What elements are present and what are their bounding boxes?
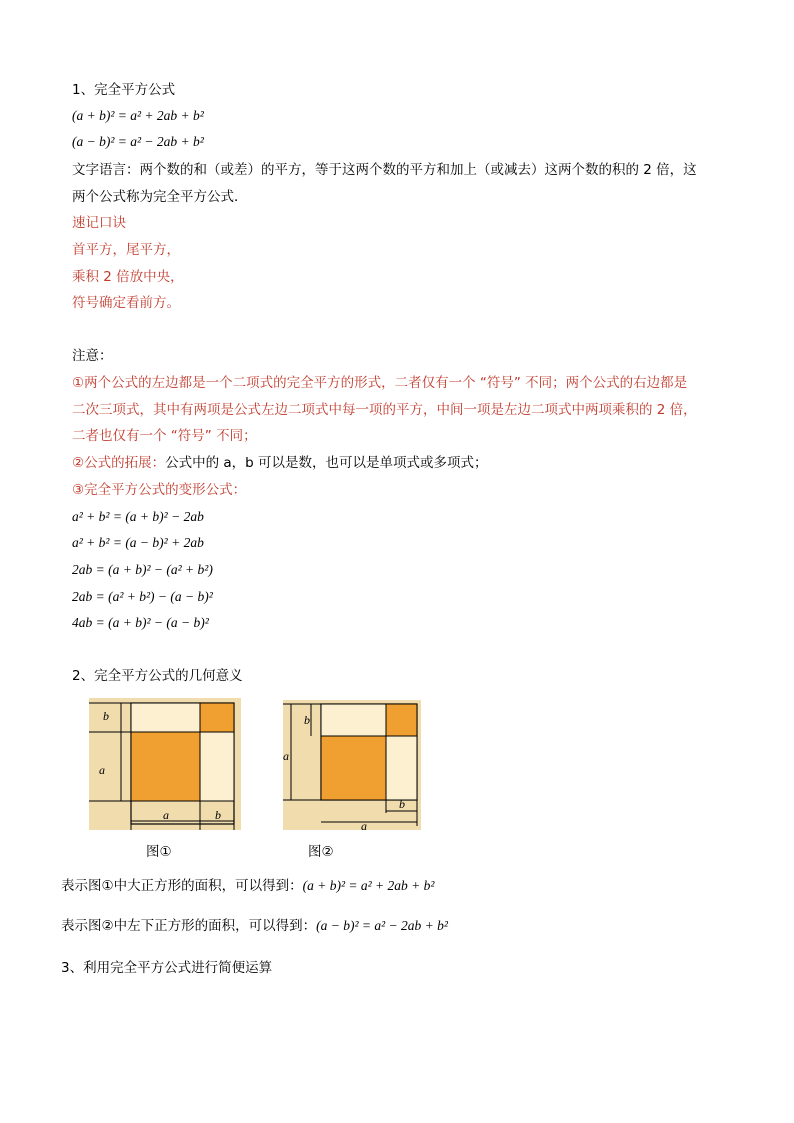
result-line-2: [61, 917, 448, 935]
mnemonic-line1: 首平方，尾平方，: [72, 242, 180, 258]
result1-text: 表示图①中大正方形的面积，可以得到：: [61, 878, 303, 894]
verbal-description-line2: 两个公式称为完全平方公式．: [72, 189, 248, 205]
fig2-right-rect: [386, 736, 417, 800]
section3-heading: 3、利用完全平方公式进行简便运算: [61, 960, 273, 976]
fig1-label-a-left: a: [99, 763, 105, 777]
fig2-label-a-left: a: [283, 749, 289, 763]
section2-heading: 2、完全平方公式的几何意义: [72, 668, 243, 684]
note1-line1: ①两个公式的左边都是一个二项式的完全平方的形式，二者仅有一个 “符号” 不同；两个公式的右边都是: [72, 375, 688, 391]
section1-heading: 1、完全平方公式: [72, 82, 176, 98]
fig2-label-b-bottom: b: [399, 797, 405, 811]
fig2-label-b-left: b: [304, 713, 310, 727]
note2-text: 公式中的 a，b 可以是数，也可以是单项式或多项式；: [165, 455, 488, 471]
fig1-small-square: [200, 703, 234, 732]
formula-sum-square: (a + b)² = a² + 2ab + b²: [72, 108, 204, 123]
fig1-label-b-bottom: b: [215, 808, 221, 822]
note1-line3: 二者也仅有一个 “符号” 不同；: [72, 428, 257, 444]
fig2-small-square: [386, 704, 417, 736]
figure-1-caption: 图①: [146, 844, 172, 860]
formula-diff-square: (a − b)² = a² − 2ab + b²: [72, 134, 204, 149]
result2-text: 表示图②中左下正方形的面积，可以得到：: [61, 918, 317, 934]
figure-2-caption: 图②: [308, 844, 334, 860]
note3: ③完全平方公式的变形公式：: [72, 482, 247, 498]
note2-label: ②公式的拓展：: [72, 455, 166, 471]
variant-formula-4: 2ab = (a² + b²) − (a − b)²: [72, 589, 213, 604]
fig1-top-rect: [131, 703, 200, 732]
result1-formula: (a + b)² = a² + 2ab + b²: [302, 878, 435, 893]
fig1-right-rect: [200, 732, 234, 801]
variant-formula-2: a² + b² = (a − b)² + 2ab: [72, 535, 204, 550]
result-line-1: [61, 877, 434, 895]
variant-formula-1: a² + b² = (a + b)² − 2ab: [72, 509, 204, 524]
verbal-description-line1: 文字语言：两个数的和（或差）的平方，等于这两个数的平方和加上（或减去）这两个数的积的 2 倍，这: [72, 162, 697, 178]
mnemonic-title: 速记口诀: [72, 215, 126, 231]
mnemonic-line3: 符号确定看前方。: [72, 295, 180, 311]
fig1-big-square: [131, 732, 200, 801]
figure-2-diagram: [283, 700, 421, 830]
fig2-lower-left-square: [321, 736, 386, 800]
note2: [72, 454, 488, 472]
note1-line2: 二次三项式，其中有两项是公式左边二项式中每一项的平方，中间一项是左边二项式中两项乘积的 2 倍，: [72, 402, 697, 418]
mnemonic-line2: 乘积 2 倍放中央，: [72, 269, 184, 285]
figure-1-diagram: [89, 698, 241, 830]
fig2-label-a-bottom: a: [361, 819, 367, 830]
note-title: 注意：: [72, 348, 113, 364]
result2-formula: (a − b)² = a² − 2ab + b²: [316, 918, 448, 933]
variant-formula-5: 4ab = (a + b)² − (a − b)²: [72, 615, 209, 630]
fig1-label-a-bottom: a: [163, 808, 169, 822]
fig2-top-rect: [321, 704, 386, 736]
fig1-label-b-left: b: [103, 709, 109, 723]
variant-formula-3: 2ab = (a + b)² − (a² + b²): [72, 562, 213, 577]
